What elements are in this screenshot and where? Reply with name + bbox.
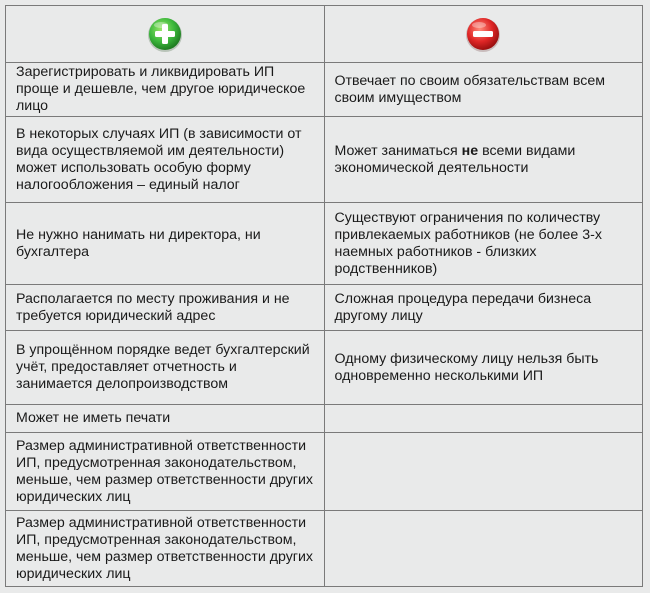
plus-cell: Зарегистрировать и ликвидировать ИП проще и дешевле, чем другое юридическое лицо	[6, 63, 325, 117]
plus-cell: Размер административной ответственности ИП, предусмотренная законодательством, меньше, чем размер ответственности других юридических лиц	[6, 511, 325, 587]
table-row	[6, 433, 643, 511]
table-row	[6, 511, 643, 587]
minus-text-part: всеми видами экономической деятельности	[334, 142, 576, 176]
minus-icon	[463, 14, 503, 54]
minus-cell: Существуют ограничения по количеству привлекаемых работников (не более 3-х наемных работников - близких родственников)	[324, 203, 643, 285]
minus-cell: Одному физическому лицу нельзя быть одновременно несколькими ИП	[324, 331, 643, 405]
minus-text-part: Может заниматься	[334, 142, 462, 159]
minus-cell	[324, 405, 643, 433]
plus-cell: В упрощённом порядке ведет бухгалтерский учёт, предоставляет отчетность и занимается делопроизводством	[6, 331, 325, 405]
plus-cell: Располагается по месту проживания и не требуется юридический адрес	[6, 285, 325, 331]
plus-cell: Может не иметь печати	[6, 405, 325, 433]
minus-header-cell	[324, 6, 643, 63]
minus-cell	[324, 511, 643, 587]
table-row	[6, 63, 643, 117]
plus-icon	[145, 14, 185, 54]
table-row	[6, 285, 643, 331]
minus-cell	[324, 117, 643, 203]
table-row	[6, 331, 643, 405]
table-row	[6, 117, 643, 203]
plus-header-cell	[6, 6, 325, 63]
minus-cell: Сложная процедура передачи бизнеса другому лицу	[324, 285, 643, 331]
header-row	[6, 6, 643, 63]
plus-cell: В некоторых случаях ИП (в зависимости от вида осуществляемой им деятельности) может использовать особую форму налогообложения – единый налог	[6, 117, 325, 203]
table-row	[6, 405, 643, 433]
minus-text-bold: не	[461, 142, 479, 159]
minus-cell	[324, 433, 643, 511]
minus-cell: Отвечает по своим обязательствам всем своим имуществом	[324, 63, 643, 117]
comparison-table-wrapper	[5, 5, 643, 587]
pros-cons-table	[5, 5, 643, 587]
plus-cell: Размер административной ответственности ИП, предусмотренная законодательством, меньше, чем размер ответственности других юридических лиц	[6, 433, 325, 511]
plus-cell: Не нужно нанимать ни директора, ни бухгалтера	[6, 203, 325, 285]
table-row	[6, 203, 643, 285]
